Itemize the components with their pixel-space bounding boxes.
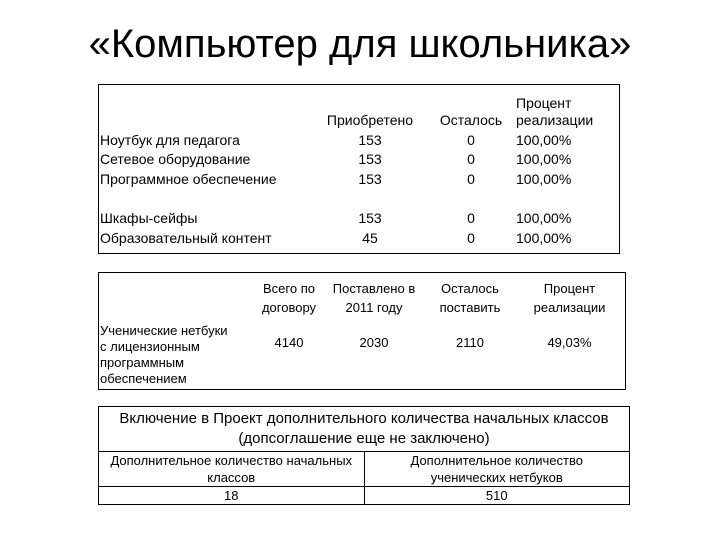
row-percent: 100,00% <box>516 151 572 168</box>
row-remaining: 0 <box>467 230 475 246</box>
row-name: Программное обеспечение <box>100 170 277 187</box>
row-remaining: 2110 <box>456 335 484 350</box>
row-remaining: 0 <box>467 170 475 187</box>
netbooks-table <box>98 272 626 390</box>
row-acquired: 153 <box>358 210 382 227</box>
acquisition-table <box>98 84 620 254</box>
table-row <box>99 487 630 505</box>
header-additional-classes <box>99 452 365 487</box>
header-percent <box>514 273 626 324</box>
row-acquired: 153 <box>358 170 382 187</box>
header-additional-netbooks-line1: Дополнительное количество <box>410 453 583 468</box>
table-row <box>99 168 620 188</box>
caption-line2: (допсоглашение еще не заключено) <box>238 430 490 447</box>
row-remaining: 0 <box>467 151 475 168</box>
additional-classes-table <box>98 406 630 505</box>
table-row <box>99 149 620 169</box>
row-remaining: 0 <box>467 210 475 227</box>
header-additional-classes-line1: Дополнительное количество начальных <box>110 453 353 468</box>
row-percent: 100,00% <box>516 170 572 187</box>
row-name <box>99 323 257 390</box>
header-percent-line2: реализации <box>533 300 606 315</box>
table-row <box>99 208 620 228</box>
row-percent: 100,00% <box>516 230 572 246</box>
table-header-row <box>99 452 630 487</box>
row-acquired: 45 <box>362 230 378 246</box>
row-percent: 100,00% <box>516 131 572 148</box>
header-additional-netbooks <box>364 452 630 487</box>
header-percent-line1: Процент <box>543 281 596 296</box>
row-acquired: 153 <box>358 151 382 168</box>
row-name: Шкафы-сейфы <box>100 210 198 227</box>
header-total-line2: договору <box>261 300 317 315</box>
header-remaining-line2: поставить <box>439 300 501 315</box>
caption-row <box>99 407 630 452</box>
header-empty <box>99 85 315 130</box>
row-name: Ноутбук для педагога <box>100 131 240 148</box>
value-additional-netbooks: 510 <box>364 487 630 505</box>
header-total <box>256 273 322 324</box>
value-additional-classes: 18 <box>99 487 365 505</box>
header-remaining: Осталось <box>439 112 503 128</box>
header-percent-line1: Процент <box>516 95 572 111</box>
row-percent: 49,03% <box>547 335 592 350</box>
row-name-line1: Ученические нетбуки <box>100 323 228 338</box>
table-row <box>99 323 626 390</box>
header-acquired: Приобретено <box>326 112 414 128</box>
table-row <box>99 227 620 247</box>
row-name-line4: обеспечением <box>100 371 187 386</box>
row-name: Образовательный контент <box>100 230 272 246</box>
row-name-line2: с лицензионным <box>100 339 200 354</box>
header-delivered <box>322 273 426 324</box>
bottom-padding-row <box>99 247 620 254</box>
caption-line1: Включение в Проект дополнительного количества начальных классов <box>119 410 609 427</box>
header-total-line1: Всего по <box>263 281 315 296</box>
table-header-row <box>99 273 626 324</box>
header-remaining-line1: Осталось <box>441 281 499 296</box>
row-name: Сетевое оборудование <box>100 151 251 168</box>
row-percent: 100,00% <box>516 210 572 227</box>
row-acquired: 153 <box>358 131 382 148</box>
header-percent-line2: реализации <box>516 112 594 128</box>
table-row <box>99 129 620 149</box>
row-name-line3: программным <box>100 355 185 370</box>
table-header-row <box>99 85 620 130</box>
header-additional-classes-line2: классов <box>207 470 256 485</box>
header-delivered-line1: Поставлено в <box>332 281 416 296</box>
header-remaining <box>426 273 514 324</box>
row-delivered: 2030 <box>359 335 389 350</box>
page-title: «Компьютер для школьника» <box>88 22 632 66</box>
header-additional-netbooks-line2: ученических нетбуков <box>430 470 563 485</box>
row-total: 4140 <box>274 335 304 350</box>
caption-cell <box>99 407 630 452</box>
header-delivered-line2: 2011 году <box>345 300 403 315</box>
spacer-row <box>99 188 620 208</box>
header-empty <box>99 273 257 324</box>
header-percent <box>516 85 620 130</box>
row-remaining: 0 <box>467 131 475 148</box>
